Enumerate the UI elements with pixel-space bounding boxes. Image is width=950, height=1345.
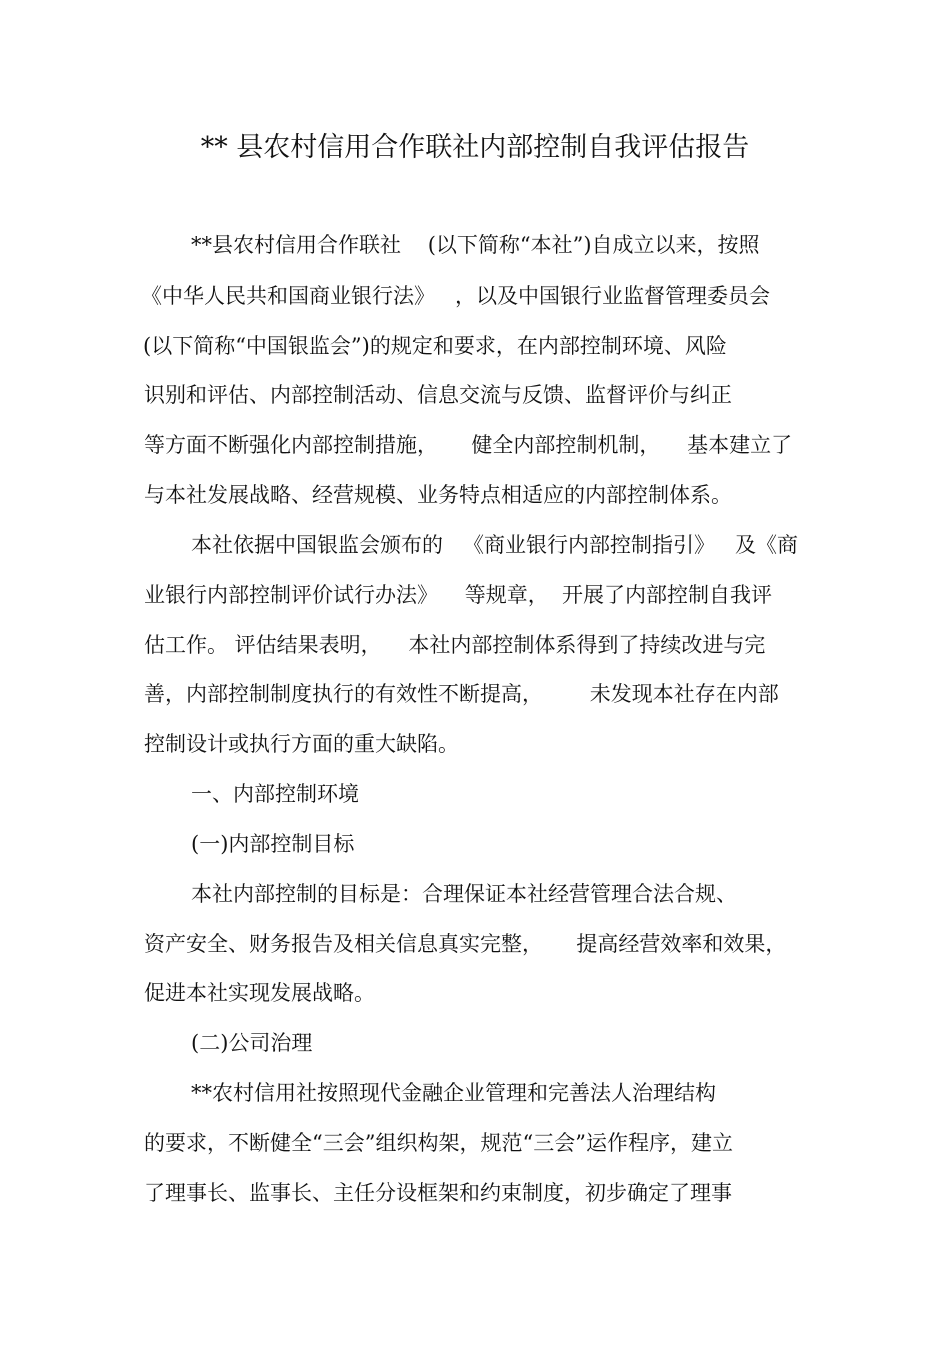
text-line: 与本社发展战略、经营规模、业务特点相适应的内部控制体系。 <box>144 483 732 507</box>
text-line: 等方面不断强化内部控制措施， 健全内部控制机制， 基本建立了 <box>144 433 793 457</box>
text-line: 业银行内部控制评价试行办法》 等规章， 开展了内部控制自我评 <box>144 583 773 607</box>
text-line: 促进本社实现发展战略。 <box>144 981 375 1005</box>
document-title: ** 县农村信用合作联社内部控制自我评估报告 <box>200 132 750 163</box>
text-line: 了理事长、监事长、主任分设框架和约束制度，初步确定了理事 <box>144 1181 732 1205</box>
text-line: 控制设计或执行方面的重大缺陷。 <box>144 732 459 756</box>
text-line: 的要求，不断健全“三会”组织构架，规范“三会”运作程序，建立 <box>144 1131 733 1155</box>
text-line: 资产安全、财务报告及相关信息真实完整， 提高经营效率和效果， <box>144 932 787 956</box>
text-line: 本社内部控制的目标是：合理保证本社经营管理合法合规、 <box>191 882 737 906</box>
text-line: **农村信用社按照现代金融企业管理和完善法人治理结构 <box>191 1081 716 1105</box>
text-line: 善，内部控制制度执行的有效性不断提高， 未发现本社存在内部 <box>144 682 779 706</box>
section-heading: 一、内部控制环境 <box>191 782 359 806</box>
text-line: 《中华人民共和国商业银行法》 ，以及中国银行业监督管理委员会 <box>141 284 771 308</box>
text-line: 识别和评估、内部控制活动、信息交流与反馈、监督评价与纠正 <box>144 383 732 407</box>
text-line: 估工作。 评估结果表明， 本社内部控制体系得到了持续改进与完 <box>144 633 766 657</box>
text-line: 本社依据中国银监会颁布的 《商业银行内部控制指引》 及《商 <box>191 533 799 557</box>
subsection-heading: (二)公司治理 <box>191 1031 313 1055</box>
text-line: **县农村信用合作联社 (以下简称“本社”)自成立以来，按照 <box>191 233 760 257</box>
subsection-heading: (一)内部控制目标 <box>191 832 355 856</box>
text-line: (以下简称“中国银监会”)的规定和要求，在内部控制环境、风险 <box>143 334 727 358</box>
